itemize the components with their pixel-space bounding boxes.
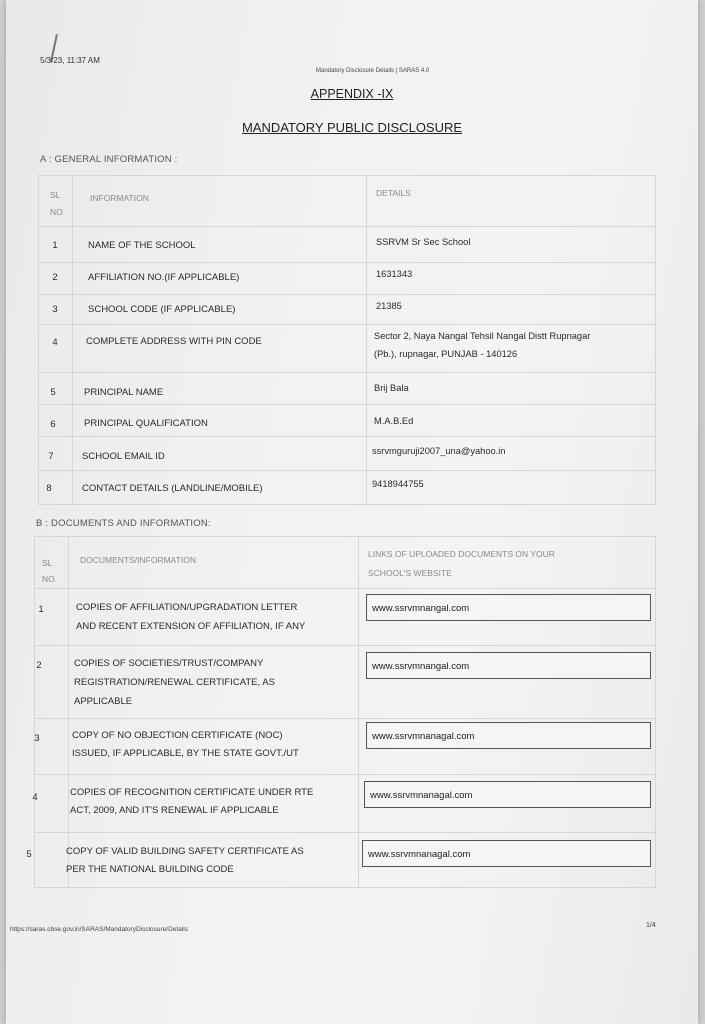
row-divider [38, 294, 656, 295]
row-doc-line-3: APPLICABLE [74, 696, 133, 707]
row-value: ssrvmguruji2007_una@yahoo.in [372, 446, 506, 456]
table-a-border-right [655, 175, 656, 505]
row-sl: 5 [50, 387, 56, 398]
row-value: M.A.B.Ed [374, 416, 414, 426]
row-divider [34, 588, 656, 589]
row-divider [34, 832, 656, 833]
row-divider [38, 262, 656, 263]
table-b-border-bottom [34, 887, 656, 888]
row-value: SSRVM Sr Sec School [376, 237, 471, 247]
row-doc-line-1: COPIES OF AFFILIATION/UPGRADATION LETTER [76, 602, 298, 613]
row-label: SCHOOL CODE (IF APPLICABLE) [88, 304, 236, 315]
row-label: AFFILIATION NO.(IF APPLICABLE) [88, 272, 240, 283]
page-meta: Mandatory Disclosure Details | SARAS 4.0 [316, 68, 430, 74]
row-value-line-2: (Pb.), rupnagar, PUNJAB - 140126 [374, 349, 518, 359]
col-no-label: NO. [50, 207, 66, 217]
row-value: 1631343 [376, 269, 413, 279]
row-sl: 4 [32, 792, 38, 803]
row-doc-line-1: COPIES OF RECOGNITION CERTIFICATE UNDER RTE [70, 787, 314, 798]
row-doc-line-1: COPY OF VALID BUILDING SAFETY CERTIFICATE AS [66, 846, 304, 857]
row-divider [34, 718, 656, 719]
row-doc-line-1: COPIES OF SOCIETIES/TRUST/COMPANY [74, 658, 264, 669]
section-a-heading: A : GENERAL INFORMATION : [40, 154, 178, 165]
row-divider [34, 774, 656, 775]
row-sl: 4 [52, 337, 58, 348]
document-link[interactable]: www.ssrvmnangal.com [366, 652, 651, 679]
row-doc-line-2: REGISTRATION/RENEWAL CERTIFICATE, AS [74, 677, 275, 688]
row-value: Brij Bala [374, 383, 409, 393]
row-doc-line-2: AND RECENT EXTENSION OF AFFILIATION, IF ANY [76, 621, 306, 632]
col-information-header: INFORMATION [90, 193, 149, 203]
section-b-heading: B : DOCUMENTS AND INFORMATION: [36, 518, 211, 529]
row-sl: 1 [38, 604, 44, 615]
table-a-divider-details [366, 175, 367, 505]
row-divider [38, 372, 656, 373]
row-doc-line-2: PER THE NATIONAL BUILDING CODE [66, 864, 234, 875]
col-links-header-line-2: SCHOOL'S WEBSITE [368, 568, 452, 578]
row-divider [38, 404, 656, 405]
row-divider [34, 645, 656, 646]
table-a-border-bottom [38, 504, 656, 505]
row-sl: 3 [34, 733, 40, 744]
row-divider [38, 226, 656, 227]
document-link[interactable]: www.ssrvmnangal.com [366, 594, 651, 621]
row-sl: 2 [52, 272, 58, 283]
row-doc-line-1: COPY OF NO OBJECTION CERTIFICATE (NOC) [72, 730, 283, 741]
row-doc-line-2: ISSUED, IF APPLICABLE, BY THE STATE GOVT./UT [72, 748, 299, 759]
document-link[interactable]: www.ssrvmnanagal.com [364, 781, 651, 808]
row-label: PRINCIPAL QUALIFICATION [84, 418, 208, 429]
row-sl: 7 [48, 451, 54, 462]
row-divider [38, 470, 656, 471]
row-doc-line-2: ACT, 2009, AND IT'S RENEWAL IF APPLICABLE [70, 805, 279, 816]
col-sl-label: SL [42, 558, 53, 568]
page-number: 1/4 [646, 922, 656, 929]
table-b-border-top [34, 536, 656, 537]
row-sl: 6 [50, 419, 56, 430]
row-value-line-1: Sector 2, Naya Nangal Tehsil Nangal Distt Rupnagar [374, 331, 591, 341]
row-sl: 5 [26, 849, 32, 860]
disclosure-title: MANDATORY PUBLIC DISCLOSURE [241, 120, 463, 135]
col-no-label: NO. [42, 574, 58, 584]
row-label: CONTACT DETAILS (LANDLINE/MOBILE) [82, 483, 263, 494]
footer-url: https://saras.cbse.gov.in/SARAS/MandatoryDisclosure/Details [10, 926, 188, 933]
row-sl: 8 [46, 483, 52, 494]
row-label: SCHOOL EMAIL ID [82, 451, 165, 462]
row-value: 21385 [376, 301, 402, 311]
row-label: COMPLETE ADDRESS WITH PIN CODE [86, 336, 262, 347]
col-details-header: DETAILS [376, 188, 411, 198]
table-a-border-top [38, 175, 656, 176]
col-links-header-line-1: LINKS OF UPLOADED DOCUMENTS ON YOUR [368, 549, 555, 559]
print-date: 5/3/23, 11:37 AM [40, 56, 100, 65]
col-sl-label: SL [50, 190, 61, 200]
row-label: NAME OF THE SCHOOL [88, 240, 196, 251]
document-link[interactable]: www.ssrvmnanagal.com [366, 722, 651, 749]
row-value: 9418944755 [372, 479, 424, 489]
row-sl: 1 [52, 240, 58, 251]
document-link[interactable]: www.ssrvmnanagal.com [362, 840, 651, 867]
appendix-title: APPENDIX -IX [310, 87, 394, 101]
row-sl: 2 [36, 660, 42, 671]
row-label: PRINCIPAL NAME [84, 387, 164, 398]
row-divider [38, 436, 656, 437]
row-divider [38, 324, 656, 325]
col-documents-header: DOCUMENTS/INFORMATION [80, 555, 197, 565]
row-sl: 3 [52, 304, 58, 315]
document-page [6, 0, 698, 1024]
table-a-divider-sl [72, 175, 73, 505]
